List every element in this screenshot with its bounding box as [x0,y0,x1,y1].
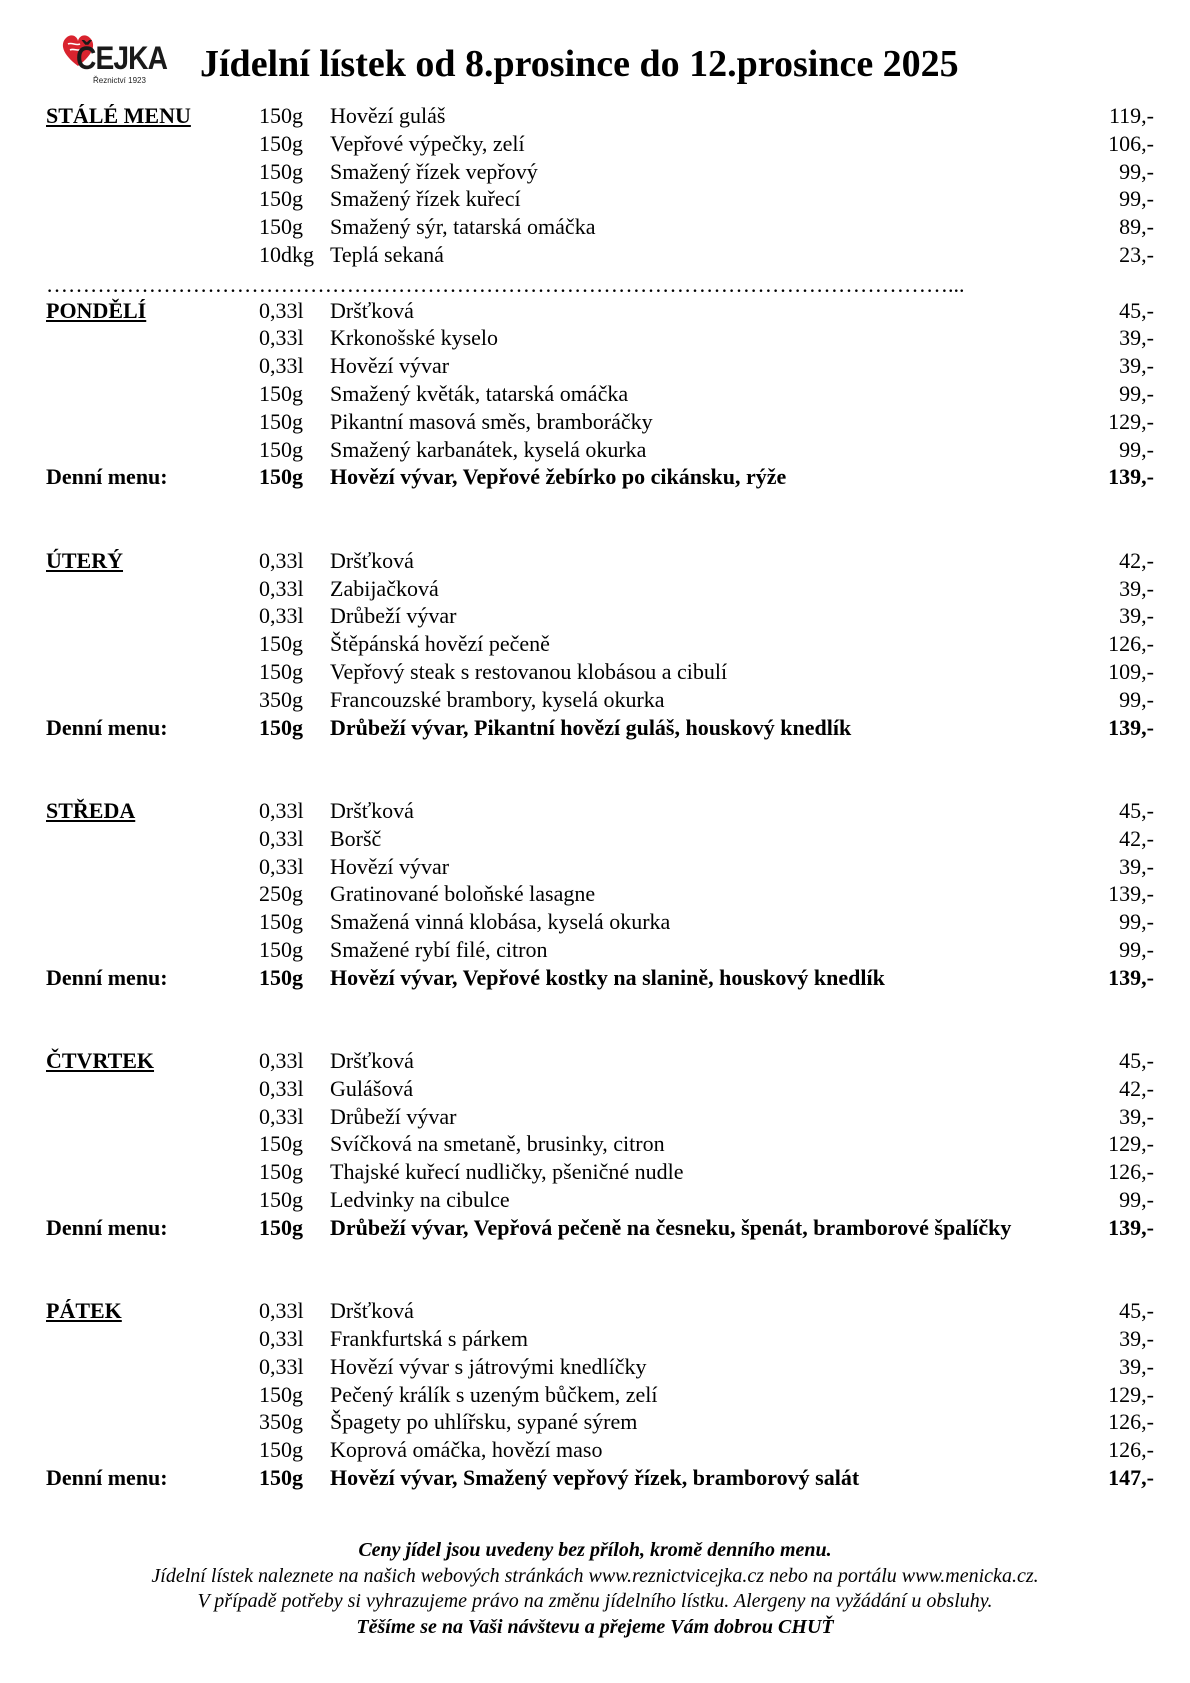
item-price: 45,- [1119,1298,1154,1324]
item-price: 39,- [1119,353,1154,379]
item-price: 45,- [1119,1048,1154,1074]
footer-line-disclaimer: V případě potřeby si vyhrazujeme právo na změnu jídelního lístku. Alergeny na vyžádání u obsluhy. [197,1590,993,1612]
menu-item-row [46,936,1154,964]
item-quantity: 150g [259,658,303,684]
item-price: 39,- [1119,575,1154,601]
item-price: 99,- [1119,909,1154,935]
daily-menu-quantity: 150g [259,1465,303,1491]
separator-dots: ……………………………………………………………………………………………………………... [46,271,965,297]
item-quantity: 150g [259,1159,303,1185]
item-name: Dršťková [330,1048,414,1074]
item-name: Špagety po uhlířsku, sypané sýrem [330,1409,638,1435]
footer-line-greeting: Těšíme se na Vaši návštevu a přejeme Vám dobrou CHUŤ [356,1615,834,1638]
item-quantity: 0,33l [259,853,304,879]
menu-item-row [46,797,1154,825]
daily-menu-price: 139,- [1108,464,1154,490]
daily-menu-price: 147,- [1108,1465,1154,1491]
item-price: 139,- [1108,881,1154,907]
item-name: Smažená vinná klobása, kyselá okurka [330,909,671,935]
menu-item-row [46,408,1154,436]
item-name: Smažený sýr, tatarská omáčka [330,214,596,240]
daily-menu-label: Denní menu: [46,964,168,990]
menu-item-row [46,213,1154,241]
item-price: 23,- [1119,241,1154,267]
menu-item-row [46,1130,1154,1158]
logo-text: ČEJKA [76,40,168,76]
item-quantity: 0,33l [259,353,304,379]
item-name: Dršťková [330,297,414,323]
daily-menu-row [46,463,1154,491]
menu [46,102,1154,1492]
section-gap [46,992,1154,1048]
item-quantity: 0,33l [259,1298,304,1324]
item-price: 119,- [1108,103,1154,128]
item-quantity: 150g [259,1381,303,1407]
daily-menu-row [46,714,1154,742]
menu-item-row [46,658,1154,686]
daily-menu-name: Hovězí vývar, Smažený vepřový řízek, bramborový salát [330,1465,860,1491]
item-name: Dršťková [330,797,414,823]
daily-menu-row [46,1464,1154,1492]
menu-item-row [46,1325,1154,1353]
section-gap [46,1242,1154,1298]
item-price: 129,- [1108,1381,1154,1407]
item-quantity: 0,33l [259,1103,304,1129]
item-name: Hovězí guláš [330,103,446,128]
menu-item-row [46,1186,1154,1214]
item-name: Dršťková [330,1298,414,1324]
item-name: Boršč [330,825,382,851]
menu-item-row [46,102,1154,130]
daily-menu-label: Denní menu: [46,464,168,490]
section-heading: ÚTERÝ [46,547,124,573]
daily-menu-name: Hovězí vývar, Vepřové kostky na slanině, houskový knedlík [330,964,885,990]
item-name: Drůbeží vývar [330,1103,457,1129]
item-price: 129,- [1108,408,1154,434]
item-quantity: 0,33l [259,797,304,823]
item-name: Gulášová [330,1075,414,1101]
daily-menu-quantity: 150g [259,1214,303,1240]
item-name: Dršťková [330,547,414,573]
section-gap [46,491,1154,547]
item-quantity: 150g [259,214,303,240]
menu-item-row [46,880,1154,908]
item-quantity: 0,33l [259,603,304,629]
menu-item-row [46,1381,1154,1409]
daily-menu-name: Hovězí vývar, Vepřové žebírko po cikánsku, rýže [330,464,787,490]
item-quantity: 150g [259,186,303,212]
section-heading: PÁTEK [46,1298,122,1324]
item-price: 39,- [1119,603,1154,629]
item-price: 99,- [1119,380,1154,406]
item-price: 99,- [1119,186,1154,212]
item-price: 99,- [1119,436,1154,462]
menu-item-row [46,1353,1154,1381]
item-quantity: 150g [259,380,303,406]
item-name: Gratinované boloňské lasagne [330,881,596,907]
item-name: Hovězí vývar [330,853,450,879]
daily-menu-row [46,964,1154,992]
daily-menu-label: Denní menu: [46,1214,168,1240]
section-heading: PONDĚLÍ [46,297,147,323]
item-quantity: 0,33l [259,575,304,601]
item-name: Vepřový steak s restovanou klobásou a cibulí [330,658,728,684]
item-name: Hovězí vývar s játrovými knedlíčky [330,1353,647,1379]
item-quantity: 250g [259,881,303,907]
item-quantity: 0,33l [259,1075,304,1101]
item-price: 99,- [1119,936,1154,962]
item-name: Svíčková na smetaně, brusinky, citron [330,1131,665,1157]
item-quantity: 150g [259,1437,303,1463]
item-price: 39,- [1119,325,1154,351]
item-quantity: 150g [259,436,303,462]
item-quantity: 0,33l [259,547,304,573]
item-name: Thajské kuřecí nudličky, pšeničné nudle [330,1159,684,1185]
menu-item-row [46,158,1154,186]
menu-item-row [46,630,1154,658]
item-name: Smažený řízek kuřecí [330,186,521,212]
logo [58,30,168,92]
daily-menu-label: Denní menu: [46,714,168,740]
menu-item-row [46,1408,1154,1436]
page-title: Jídelní lístek od 8.prosince do 12.prosince 2025 [200,43,959,85]
menu-item-row [46,352,1154,380]
menu-item-row [46,547,1154,575]
item-quantity: 150g [259,158,303,184]
item-name: Smažené rybí filé, citron [330,936,548,962]
item-name: Smažený karbanátek, kyselá okurka [330,436,647,462]
item-price: 109,- [1108,658,1154,684]
menu-item-row [46,185,1154,213]
item-price: 126,- [1108,631,1154,657]
item-name: Smažený řízek vepřový [330,158,538,184]
item-name: Hovězí vývar [330,353,450,379]
item-price: 39,- [1119,1326,1154,1352]
item-name: Koprová omáčka, hovězí maso [330,1437,603,1463]
menu-item-row [46,380,1154,408]
item-name: Vepřové výpečky, zelí [330,130,525,156]
menu-item-row [46,853,1154,881]
menu-item-row [46,297,1154,325]
item-price: 106,- [1108,130,1154,156]
menu-item-row [46,602,1154,630]
item-price: 126,- [1108,1437,1154,1463]
menu-item-row [46,1436,1154,1464]
section-gap [46,741,1154,797]
item-price: 39,- [1119,853,1154,879]
footer-line-website: Jídelní lístek naleznete na našich webových stránkách www.reznictvicejka.cz nebo na portálu www.menicka.cz. [151,1564,1039,1587]
item-name: Teplá sekaná [330,241,444,267]
item-name: Drůbeží vývar [330,603,457,629]
item-quantity: 350g [259,1409,303,1435]
daily-menu-name: Drůbeží vývar, Vepřová pečeně na česneku, špenát, bramborové špalíčky [330,1214,1012,1240]
daily-menu-quantity: 150g [259,464,303,490]
item-quantity: 150g [259,909,303,935]
daily-menu-row [46,1214,1154,1242]
footer-line-prices: Ceny jídel jsou uvedeny bez příloh, kromě denního menu. [358,1539,832,1561]
item-name: Frankfurtská s párkem [330,1326,528,1352]
item-name: Krkonošské kyselo [330,325,499,351]
item-quantity: 0,33l [259,825,304,851]
menu-item-row [46,686,1154,714]
item-quantity: 150g [259,408,303,434]
item-price: 99,- [1119,1187,1154,1213]
item-name: Ledvinky na cibulce [330,1187,510,1213]
menu-item-row [46,825,1154,853]
item-quantity: 150g [259,631,303,657]
menu-item-row [46,1047,1154,1075]
item-quantity: 150g [259,103,303,128]
item-price: 126,- [1108,1159,1154,1185]
item-quantity: 0,33l [259,1048,304,1074]
daily-menu-price: 139,- [1108,714,1154,740]
item-quantity: 10dkg [259,241,314,267]
item-price: 39,- [1119,1353,1154,1379]
item-price: 45,- [1119,797,1154,823]
menu-item-row [46,130,1154,158]
item-price: 129,- [1108,1131,1154,1157]
item-price: 42,- [1119,1075,1154,1101]
menu-item-row [46,1103,1154,1131]
item-name: Pikantní masová směs, bramboráčky [330,408,653,434]
item-name: Zabijačková [330,575,439,601]
section-heading: STÁLÉ MENU [46,103,191,128]
item-quantity: 0,33l [259,1353,304,1379]
item-price: 42,- [1119,547,1154,573]
menu-item-row [46,1075,1154,1103]
daily-menu-name: Drůbeží vývar, Pikantní hovězí guláš, houskový knedlík [330,714,852,740]
item-price: 45,- [1119,297,1154,323]
item-price: 99,- [1119,686,1154,712]
item-price: 99,- [1119,158,1154,184]
daily-menu-label: Denní menu: [46,1465,168,1491]
menu-item-row [46,1158,1154,1186]
item-quantity: 150g [259,936,303,962]
item-quantity: 150g [259,130,303,156]
section-heading: ČTVRTEK [46,1048,155,1074]
item-price: 126,- [1108,1409,1154,1435]
menu-item-row [46,241,1154,269]
item-name: Štěpánská hovězí pečeně [330,631,550,657]
item-quantity: 0,33l [259,297,304,323]
menu-item-row [46,908,1154,936]
item-name: Pečený králík s uzeným bůčkem, zelí [330,1381,658,1407]
item-price: 42,- [1119,825,1154,851]
item-quantity: 150g [259,1187,303,1213]
item-price: 89,- [1119,214,1154,240]
menu-item-row [46,1297,1154,1325]
daily-menu-price: 139,- [1108,1214,1154,1240]
daily-menu-price: 139,- [1108,964,1154,990]
logo-subtext: Řeznictví 1923 [93,76,146,85]
footer [0,1538,1190,1640]
section-separator [46,269,1154,297]
item-price: 39,- [1119,1103,1154,1129]
item-quantity: 350g [259,686,303,712]
menu-item-row [46,436,1154,464]
section-heading: STŘEDA [46,797,136,823]
menu-item-row [46,324,1154,352]
item-quantity: 0,33l [259,1326,304,1352]
item-name: Francouzské brambory, kyselá okurka [330,686,665,712]
daily-menu-quantity: 150g [259,964,303,990]
menu-item-row [46,575,1154,603]
item-name: Smažený květák, tatarská omáčka [330,380,629,406]
item-quantity: 0,33l [259,325,304,351]
item-quantity: 150g [259,1131,303,1157]
daily-menu-quantity: 150g [259,714,303,740]
